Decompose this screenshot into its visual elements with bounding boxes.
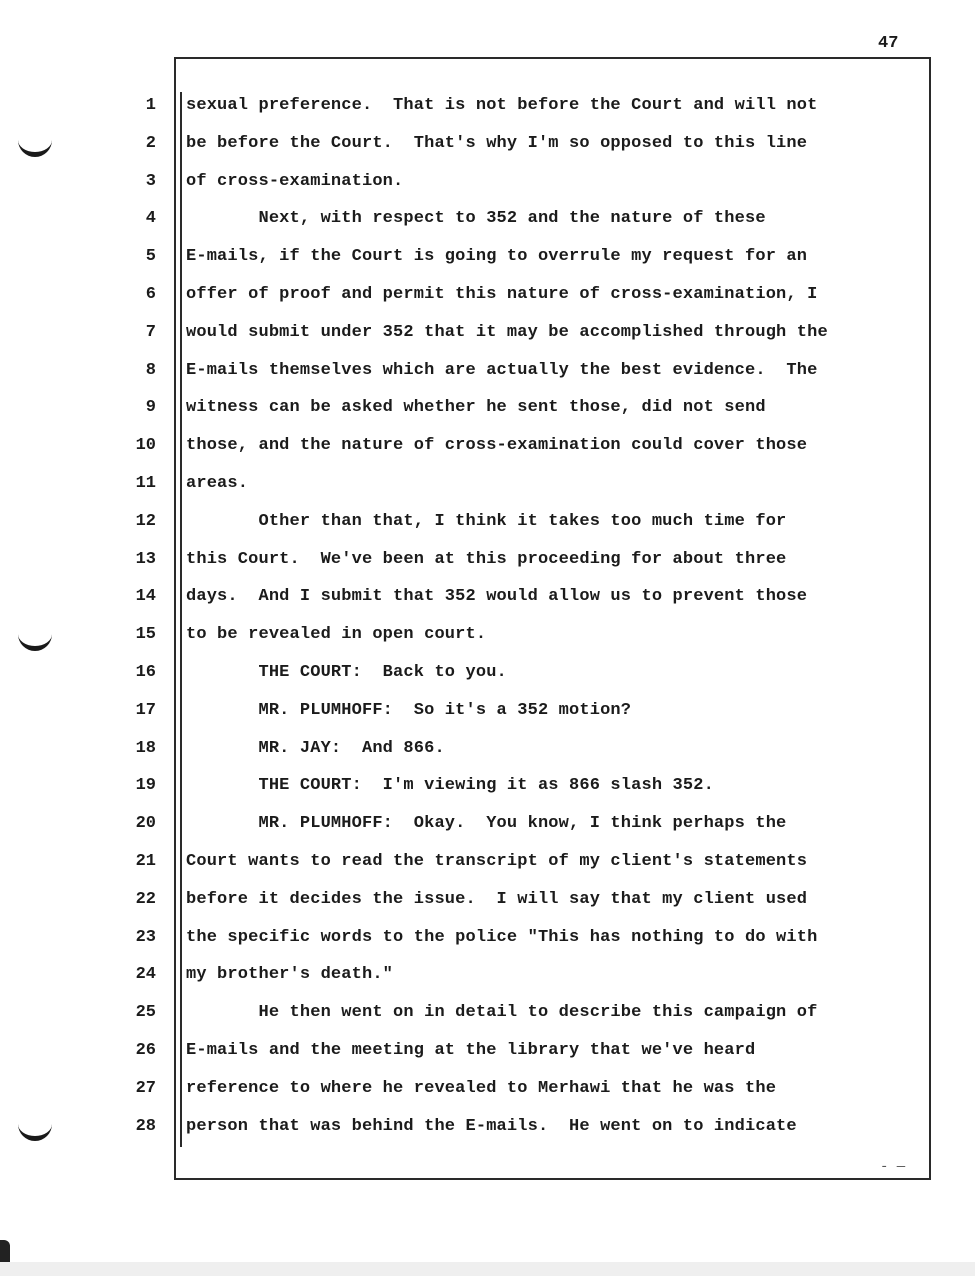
line-number: 27 — [135, 1078, 156, 1098]
transcript-line: the specific words to the police "This has nothing to do with — [186, 927, 818, 947]
line-number: 23 — [135, 927, 156, 947]
line-number: 18 — [135, 738, 156, 758]
transcript-line: THE COURT: I'm viewing it as 866 slash 352. — [186, 776, 714, 796]
transcript-line: reference to where he revealed to Merhawi that he was the — [186, 1078, 777, 1098]
transcript-line: be before the Court. That's why I'm so opposed to this line — [186, 133, 808, 153]
transcript-line: would submit under 352 that it may be accomplished through the — [186, 322, 828, 342]
transcript-line: this Court. We've been at this proceeding for about three — [186, 549, 787, 569]
line-number: 16 — [135, 663, 156, 682]
transcript-line: He then went on in detail to describe this campaign of — [186, 1003, 818, 1023]
line-number: 19 — [135, 776, 156, 796]
line-number: 4 — [145, 209, 156, 229]
line-number: 17 — [135, 700, 156, 720]
scan-mark: - — — [880, 1159, 906, 1175]
punch-hole-icon — [18, 134, 52, 157]
line-number: 15 — [135, 625, 156, 645]
transcript-line: my brother's death." — [186, 965, 394, 985]
transcript-line: those, and the nature of cross-examination could cover those — [186, 436, 808, 456]
line-number: 20 — [135, 814, 156, 834]
transcript-line: Next, with respect to 352 and the nature of these — [186, 209, 766, 229]
transcript-line: E-mails and the meeting at the library that we've heard — [186, 1041, 756, 1060]
transcript-line: witness can be asked whether he sent those, did not send — [186, 398, 766, 418]
transcript-line: days. And I submit that 352 would allow us to prevent those — [186, 587, 808, 607]
transcript-line: offer of proof and permit this nature of cross-examination, I — [186, 285, 818, 304]
transcript-line: E-mails themselves which are actually the best evidence. The — [186, 360, 818, 380]
line-number: 8 — [145, 360, 156, 380]
line-number: 3 — [145, 171, 156, 191]
transcript-line: E-mails, if the Court is going to overrule my request for an — [186, 247, 808, 267]
line-number: 26 — [135, 1041, 156, 1060]
punch-hole-icon — [18, 1118, 52, 1141]
transcript-line: MR. PLUMHOFF: So it's a 352 motion? — [186, 700, 632, 720]
line-number: 24 — [135, 965, 156, 985]
transcript-line: THE COURT: Back to you. — [186, 663, 507, 682]
transcript-line: before it decides the issue. I will say that my client used — [186, 889, 808, 909]
line-number: 7 — [145, 322, 156, 342]
page-number: 47 — [878, 34, 899, 53]
transcript-line: Other than that, I think it takes too much time for — [186, 511, 787, 531]
line-number: 21 — [135, 852, 156, 871]
transcript-line: MR. PLUMHOFF: Okay. You know, I think perhaps the — [186, 814, 787, 834]
transcript-line: MR. JAY: And 866. — [186, 738, 445, 758]
line-number: 13 — [135, 549, 156, 569]
transcript-line: person that was behind the E-mails. He went on to indicate — [186, 1116, 797, 1136]
transcript-line: areas. — [186, 474, 249, 493]
line-number: 6 — [145, 285, 156, 304]
punch-hole-icon — [18, 628, 52, 651]
scan-bottom-band — [0, 1262, 975, 1276]
line-number: 28 — [135, 1116, 156, 1136]
line-number: 1 — [145, 96, 156, 115]
transcript-line: to be revealed in open court. — [186, 625, 487, 645]
line-number: 12 — [135, 511, 156, 531]
line-number: 22 — [135, 889, 156, 909]
margin-rule — [180, 92, 182, 1147]
line-number: 2 — [145, 133, 156, 153]
transcript-line: of cross-examination. — [186, 171, 404, 191]
line-number: 10 — [135, 436, 156, 456]
transcript-line: Court wants to read the transcript of my client's statements — [186, 852, 808, 871]
line-number: 9 — [145, 398, 156, 418]
line-number: 11 — [135, 474, 156, 493]
line-number: 25 — [135, 1003, 156, 1023]
line-number: 5 — [145, 247, 156, 267]
transcript-line: sexual preference. That is not before the Court and will not — [186, 96, 818, 115]
line-number: 14 — [135, 587, 156, 607]
